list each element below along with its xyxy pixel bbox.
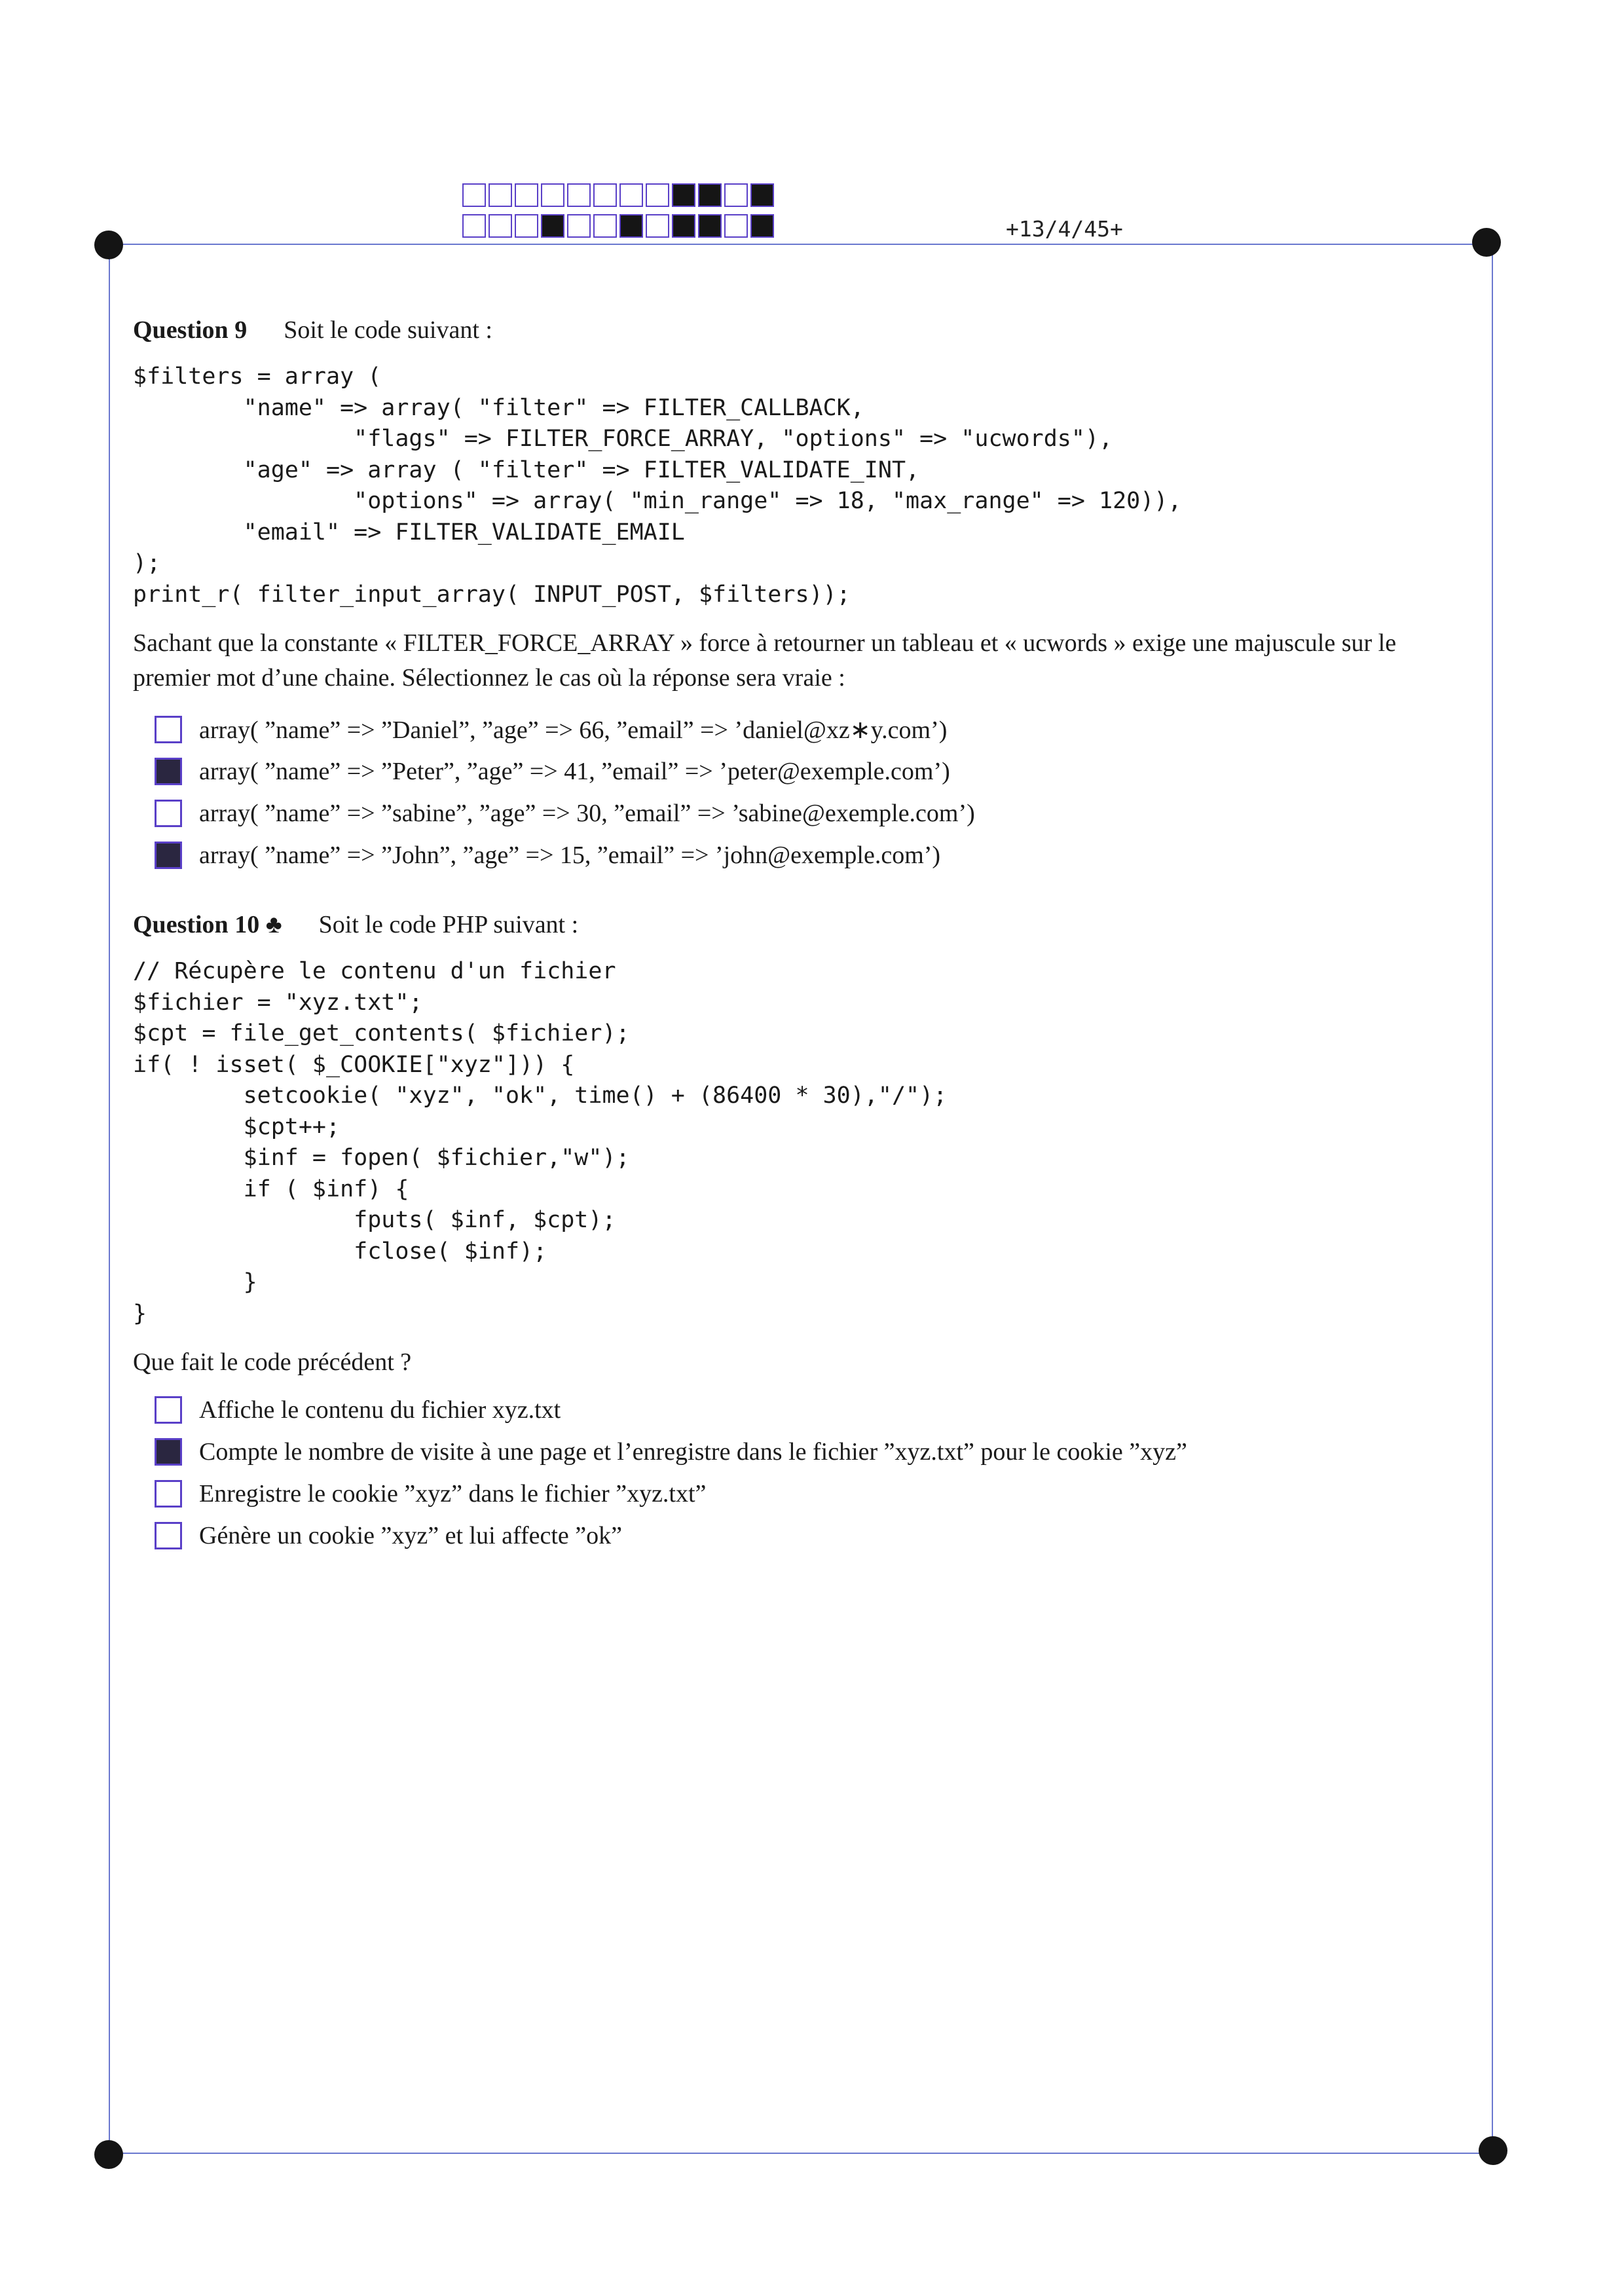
id-square [567,183,591,207]
answer-checkbox[interactable] [155,1396,182,1424]
answer-checkbox[interactable] [155,1522,182,1549]
answer-label: array( ”name” => ”Peter”, ”age” => 41, ”email” => ’peter@exemple.com’) [199,758,950,785]
id-square [593,183,617,207]
question-10-number: Question 10 [133,911,260,938]
id-square [541,183,564,207]
id-square [724,183,748,207]
question-10-question: Que fait le code précédent ? [133,1348,412,1376]
id-square [541,214,564,238]
answer-option[interactable] [133,834,1469,876]
answer-option[interactable] [133,750,1469,792]
answer-label: array( ”name” => ”John”, ”age” => 15, ”email” => ’john@exemple.com’) [199,842,941,869]
answer-checkbox[interactable] [155,1480,182,1508]
question-10-code: // Récupère le contenu d'un fichier $fichier = "xyz.txt"; $cpt = file_get_contents( $fichier); if( ! isset( $_COOKIE["xyz"])) { setcookie( "xyz", "ok", time() + (86400 * 30),"/"); $cpt++; $inf = fopen( $fichier,"w"); if ( $inf) { fputs( $inf, $cpt); fclose( $inf); } } [133,958,948,1327]
id-square [619,214,643,238]
question-9-header [133,316,1469,344]
corner-marker-bottom-right [1479,2136,1507,2165]
id-square [593,214,617,238]
id-square [619,183,643,207]
question-9-options [133,709,1469,876]
club-icon: ♣ [265,911,282,938]
question-9-code: $filters = array ( "name" => array( "filter" => FILTER_CALLBACK, "flags" => FILTER_FORCE_ARRAY, "options" => "ucwords"), "age" => array ( "filter" => FILTER_VALIDATE_INT, "options" => array( "min_range" => 18, "max_range" => 120)), "email" => FILTER_VALIDATE_EMAIL ); print_r( filter_input_array( INPUT_POST, $filters)); [133,363,1182,608]
answer-label: Enregistre le cookie ”xyz” dans le fichier ”xyz.txt” [199,1480,707,1508]
question-9 [133,316,1469,876]
question-10-intro: Soit le code PHP suivant : [318,911,579,938]
answer-label: array( ”name” => ”Daniel”, ”age” => 66, ”email” => ’daniel@xz∗y.com’) [199,716,948,744]
answer-label: Compte le nombre de visite à une page et l’enregistre dans le fichier ”xyz.txt” pour le cookie ”xyz” [199,1438,1187,1466]
answer-checkbox[interactable] [155,800,182,827]
answer-checkbox[interactable] [155,1438,182,1466]
id-square [646,183,669,207]
answer-checkbox[interactable] [155,842,182,869]
id-code-row-2 [462,214,777,240]
id-square [515,183,538,207]
id-square [567,214,591,238]
question-9-number: Question 9 [133,316,248,344]
answer-option[interactable] [133,1473,1469,1515]
id-square [698,214,722,238]
id-square [750,214,774,238]
id-square [724,214,748,238]
id-square [698,183,722,207]
question-10-options [133,1389,1469,1557]
id-square [672,214,695,238]
answer-checkbox[interactable] [155,758,182,785]
answer-checkbox[interactable] [155,716,182,743]
id-square [646,214,669,238]
question-9-statement: Sachant que la constante « FILTER_FORCE_ARRAY » force à retourner un tableau et « ucwords » exige une majuscule sur le premier mot d’une chaine. Sélectionnez le cas où la réponse sera vraie : [133,629,1397,692]
id-square [489,183,512,207]
answer-label: Génère un cookie ”xyz” et lui affecte ”ok” [199,1522,622,1549]
answer-option[interactable] [133,709,1469,750]
answer-label: Affiche le contenu du fichier xyz.txt [199,1396,561,1424]
corner-marker-top-left [94,231,123,259]
corner-marker-bottom-left [94,2140,123,2169]
id-square [462,183,486,207]
answer-label: array( ”name” => ”sabine”, ”age” => 30, ”email” => ’sabine@exemple.com’) [199,800,975,827]
sheet-id: +13/4/45+ [1006,216,1123,242]
question-10 [133,910,1469,1557]
answer-option[interactable] [133,1389,1469,1431]
corner-marker-top-right [1472,228,1501,257]
question-9-intro: Soit le code suivant : [284,316,492,344]
id-square [489,214,512,238]
answer-option[interactable] [133,1431,1469,1473]
question-10-header [133,910,1469,939]
answer-option[interactable] [133,792,1469,834]
id-square [462,214,486,238]
id-square [750,183,774,207]
answer-option[interactable] [133,1515,1469,1557]
id-square [515,214,538,238]
id-code-row-1 [462,183,777,210]
id-square [672,183,695,207]
